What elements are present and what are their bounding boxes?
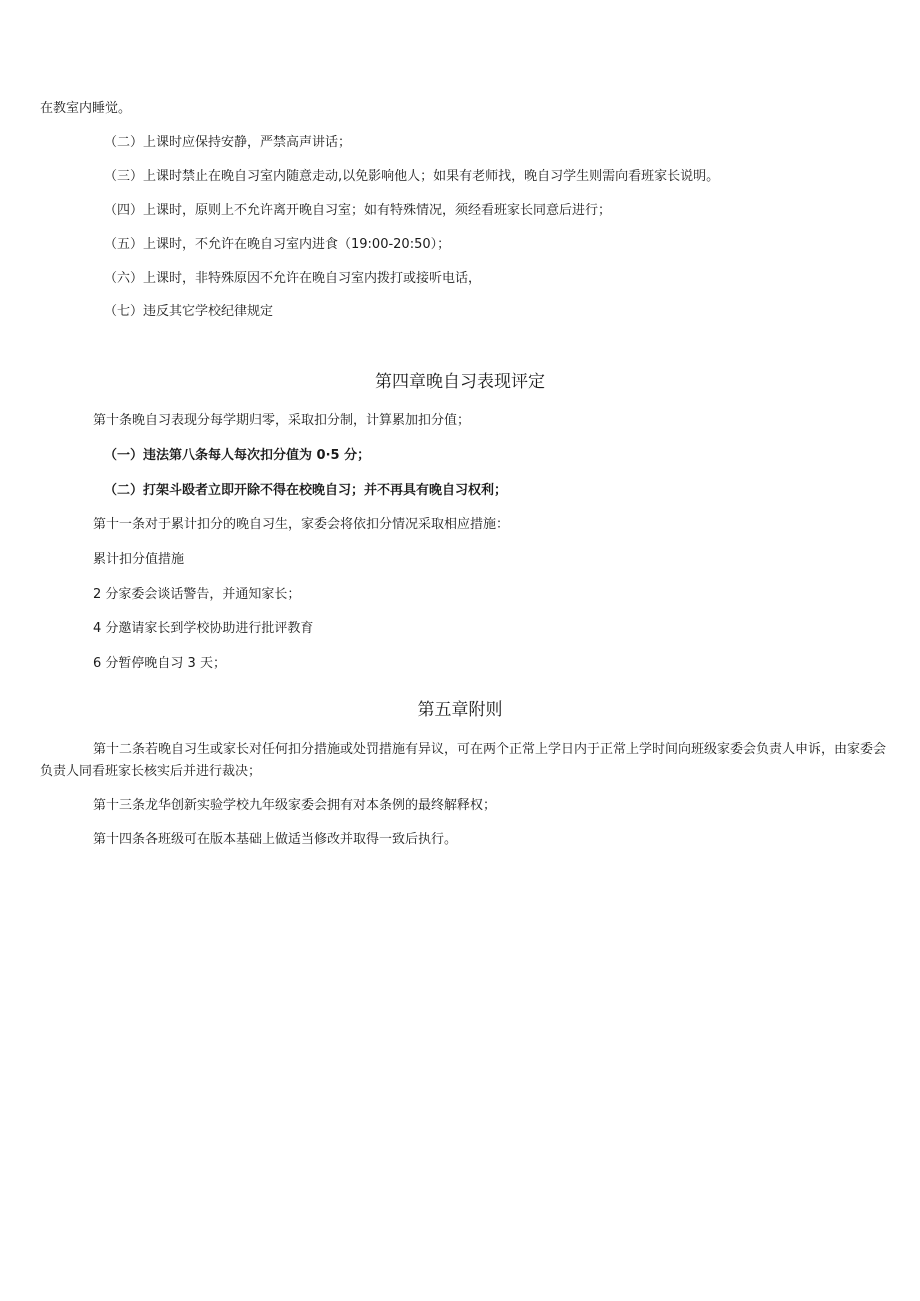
article-10-item-1: （一）违法第八条每人每次扣分值为 0·5 分； — [104, 448, 371, 463]
measure-4-points: 4 分邀请家长到学校协助进行批评教育 — [93, 621, 314, 636]
rule-item-3: （三）上课时禁止在晚自习室内随意走动,以免影响他人；如果有老师找，晚自习学生则需向看班家长说明。 — [104, 169, 720, 184]
article-11: 第十一条对于累计扣分的晚自习生，家委会将依扣分情况采取相应措施： — [93, 517, 510, 532]
measures-header: 累计扣分值措施 — [93, 552, 185, 567]
rule-item-2: （二）上课时应保持安静，严禁高声讲话； — [104, 135, 352, 150]
rule-item-4: （四）上课时，原则上不允许离开晚自习室；如有特殊情况，须经看班家长同意后进行； — [104, 203, 612, 218]
measure-6-points: 6 分暂停晚自习 3 天； — [93, 656, 226, 671]
article-10: 第十条晚自习表现分每学期归零，采取扣分制，计算累加扣分值； — [93, 413, 471, 428]
measure-2-points: 2 分家委会谈话警告，并通知家长； — [93, 587, 301, 602]
text-line-continuation: 在教室内睡觉。 — [40, 101, 132, 116]
article-13: 第十三条龙华创新实验学校九年级家委会拥有对本条例的最终解释权； — [93, 798, 497, 813]
rule-item-6: （六）上课时，非特殊原因不允许在晚自习室内拨打或接听电话， — [104, 271, 482, 286]
article-14: 第十四条各班级可在版本基础上做适当修改并取得一致后执行。 — [93, 832, 458, 847]
article-10-item-2: （二）打架斗殴者立即开除不得在校晚自习；并不再具有晚自习权利； — [104, 483, 508, 498]
rule-item-5: （五）上课时，不允许在晚自习室内进食（19:00-20:50）； — [104, 237, 451, 252]
chapter-4-title: 第四章晚自习表现评定 — [375, 372, 545, 392]
article-12: 第十二条若晚自习生或家长对任何扣分措施或处罚措施有异议，可在两个正常上学日内于正常上学时间向班级家委会负责人申诉，由家委会负责人同看班家长核实后并进行裁决； — [40, 742, 887, 779]
rule-item-7: （七）违反其它学校纪律规定 — [104, 304, 274, 319]
chapter-5-title: 第五章附则 — [417, 700, 503, 720]
